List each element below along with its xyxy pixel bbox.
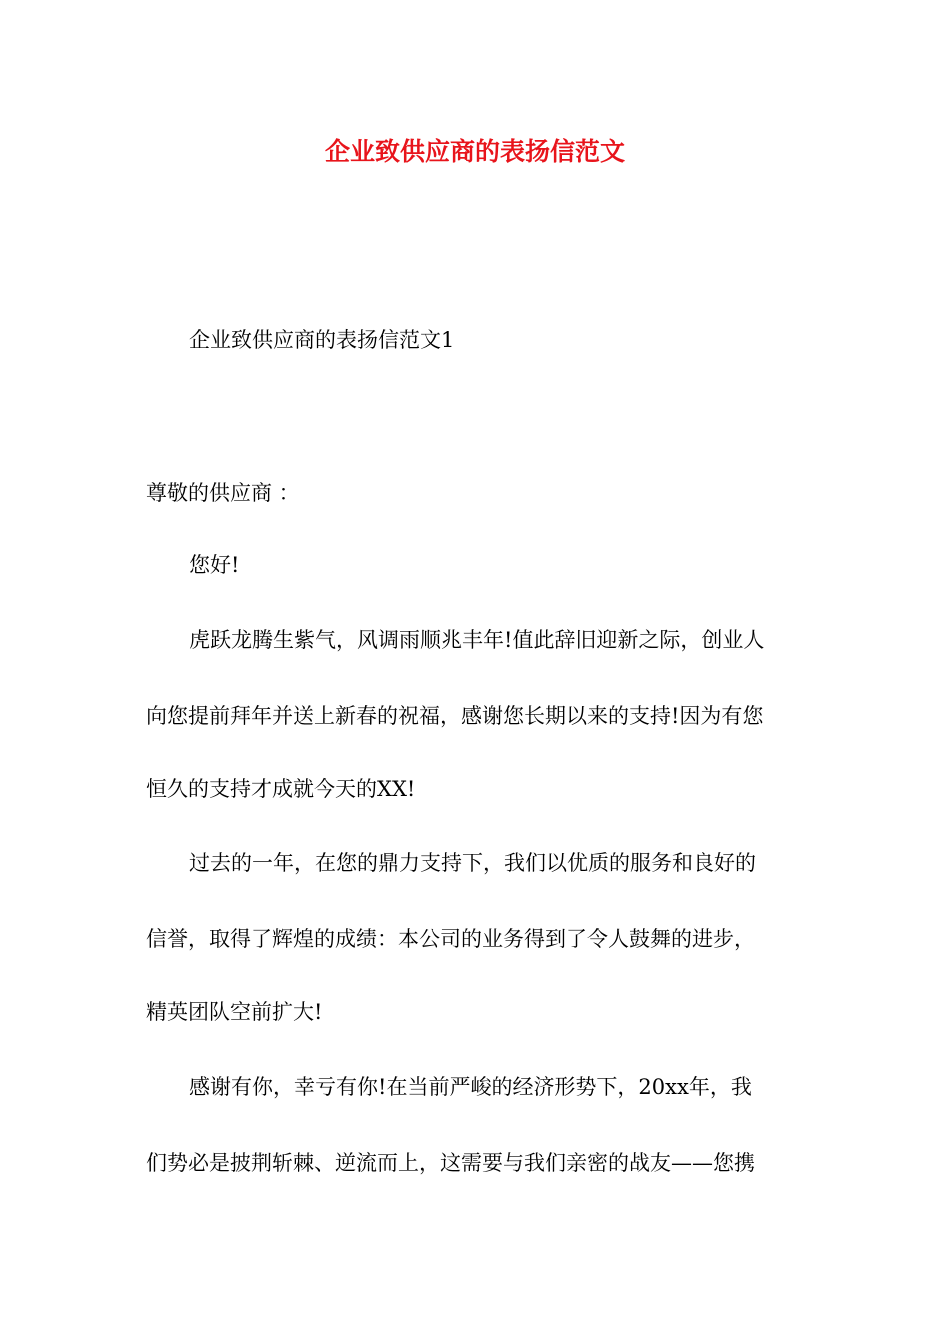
- salutation: 尊敬的供应商 ：: [146, 481, 300, 505]
- document-title: 企业致供应商的表扬信范文: [324, 137, 625, 166]
- paragraph-line: 过去的一年，在您的鼎力支持下，我们以优质的服务和良好的: [189, 851, 756, 875]
- paragraph-line: 们势必是披荆斩棘、逆流而上，这需要与我们亲密的战友——您携: [146, 1151, 755, 1175]
- paragraph-line: 精英团队空前扩大!: [146, 1000, 323, 1024]
- paragraph-line: 向您提前拜年并送上新春的祝福，感谢您长期以来的支持!因为有您: [146, 704, 764, 728]
- paragraph-line: 虎跃龙腾生紫气，风调雨顺兆丰年!值此辞旧迎新之际，创业人: [189, 628, 765, 652]
- paragraph-line: 恒久的支持才成就今天的XX!: [146, 777, 416, 801]
- paragraph-line: 信誉，取得了辉煌的成绩：本公司的业务得到了令人鼓舞的进步，: [146, 927, 755, 951]
- paragraph-line: 感谢有你，幸亏有你!在当前严峻的经济形势下，20xx年，我: [189, 1075, 752, 1099]
- greeting: 您好!: [189, 553, 240, 577]
- section-heading: 企业致供应商的表扬信范文1: [189, 328, 455, 352]
